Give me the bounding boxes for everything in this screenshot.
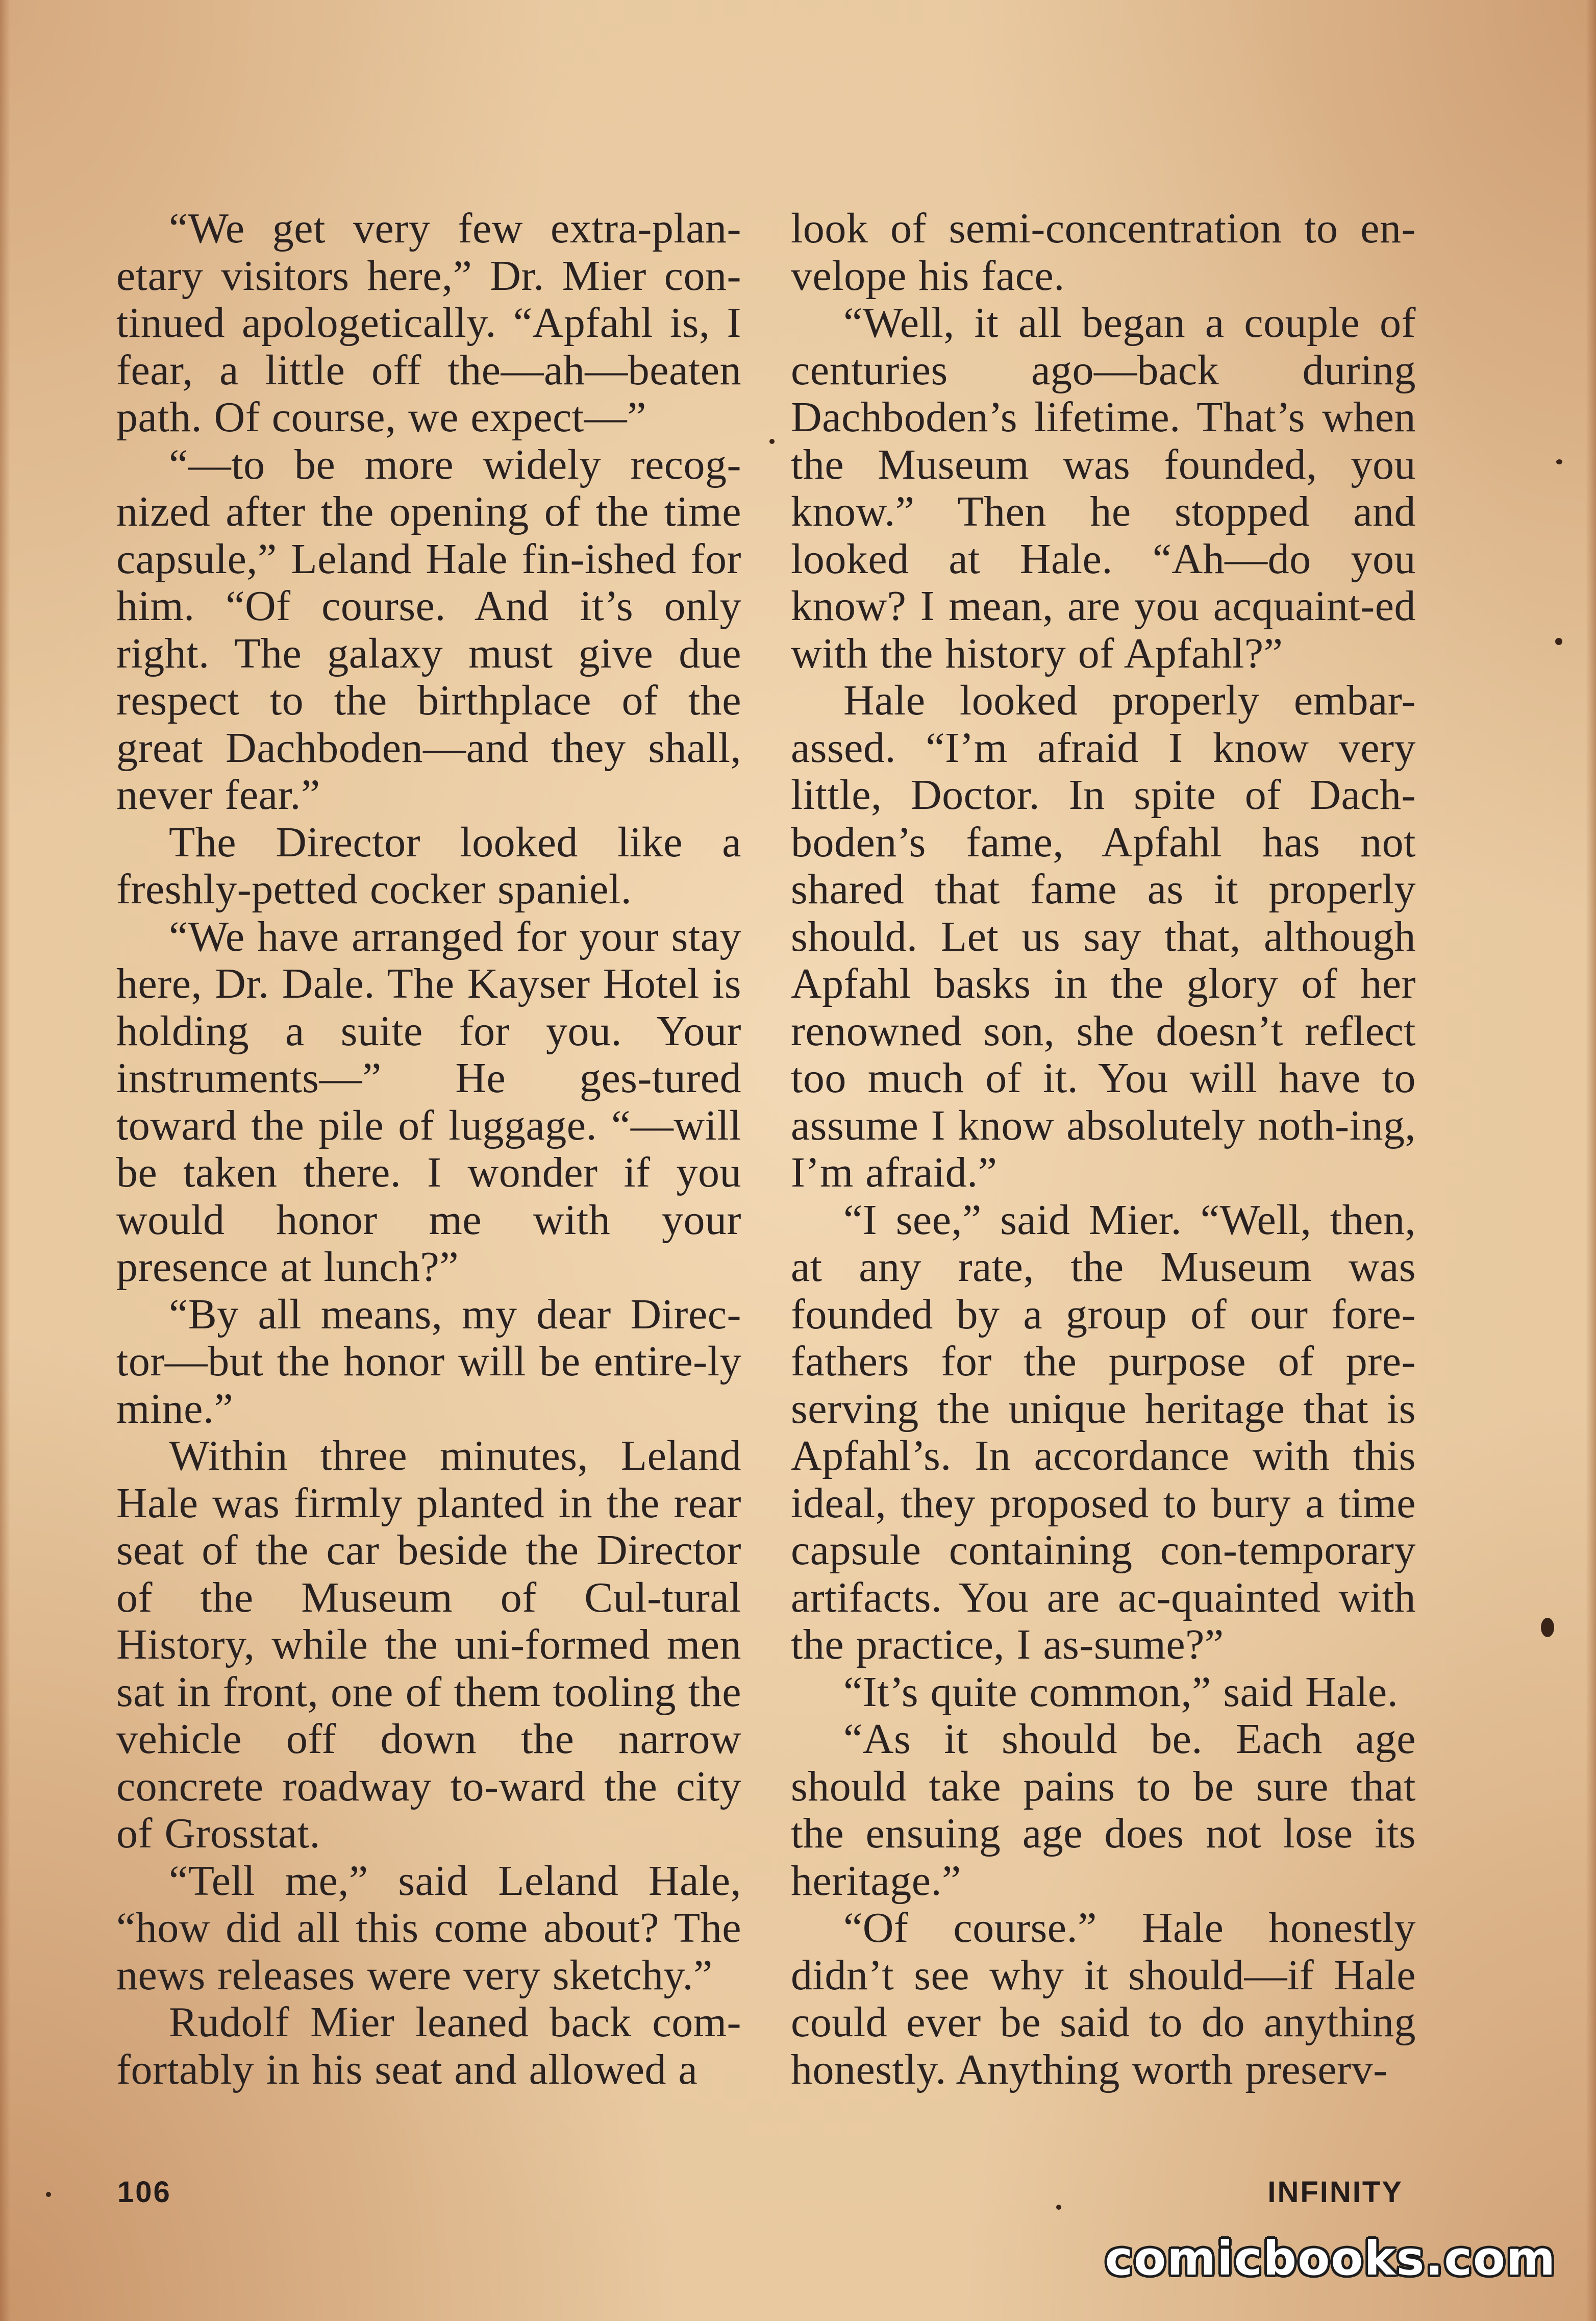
paragraph: “It’s quite common,” said Hale. (843, 1668, 1399, 1716)
watermark: comicbooks.com (1105, 2231, 1556, 2286)
paragraph: The Director looked like a freshly-petted cocker spaniel. (116, 818, 741, 913)
paragraph: “Well, it all began a couple of centuries ago—back during Dachboden’s lifetime. That’s when the Museum was founded, you know.” Then he stopped and looked at Hale. “Ah—do you know? I mean, are you acquaint-ed with the history of Apfahl?” (791, 299, 1416, 677)
paragraph: “Of course.” Hale honestly didn’t see why it should—if Hale could ever be said to do anything honestly. Anything worth preserv- (791, 1904, 1416, 2093)
page-edge-right (1586, 0, 1596, 2321)
page-number: 106 (117, 2176, 171, 2209)
paragraph-continuation: look of semi-concentration to en-velope his face. (791, 205, 1416, 300)
left-text-column (116, 205, 741, 2093)
paragraph: “As it should be. Each age should take pains to be sure that the ensuing age does not lose its heritage.” (791, 1715, 1416, 1905)
paragraph: “Tell me,” said Leland Hale, “how did all this come about? The news releases were very sketchy.” (116, 1857, 741, 1999)
paper-speck (1556, 459, 1562, 464)
paragraph: “We get very few extra-plan-etary visitors here,” Dr. Mier con-tinued apologetically. “Apfahl is, I fear, a little off the—ah—beaten path. Of course, we expect—” (116, 205, 741, 441)
paper-speck (1541, 1618, 1554, 1637)
paragraph: “—to be more widely recog-nized after the opening of the time capsule,” Leland Hale fin-ished for him. “Of course. And it’s only right. The galaxy must give due respect to the birthplace of the great Dachboden—and they shall, never fear.” (116, 440, 741, 819)
paragraph: Rudolf Mier leaned back com-fortably in his seat and allowed a (116, 1998, 741, 2093)
paper-speck (46, 2192, 51, 2197)
paragraph: “I see,” said Mier. “Well, then, at any rate, the Museum was founded by a group of our fore-fathers for the purpose of pre-serving the unique heritage that is Apfahl’s. In accordance with this ideal, they proposed to bury a time capsule containing con-temporary artifacts. You are ac-quainted with the practice, I as-sume?” (791, 1196, 1416, 1668)
paragraph: Within three minutes, Leland Hale was firmly planted in the rear seat of the car beside the Director of the Museum of Cul-tural History, while the uni-formed men sat in front, one of them tooling the vehicle off down the narrow concrete roadway to-ward the city of Grosstat. (116, 1432, 741, 1857)
paper-speck (769, 439, 775, 444)
paper-speck (1555, 638, 1562, 645)
paper-speck (1056, 2205, 1061, 2210)
paragraph: Hale looked properly embar-assed. “I’m afraid I know very little, Doctor. In spite of Dach-boden’s fame, Apfahl has not shared that fame as it properly should. Let us say that, although Apfahl basks in the glory of her renowned son, she doesn’t reflect too much of it. You will have to assume I know absolutely noth-ing, I’m afraid.” (791, 677, 1416, 1196)
paragraph: “By all means, my dear Direc-tor—but the honor will be entire-ly mine.” (116, 1290, 741, 1433)
page-edge-left (0, 0, 10, 2321)
magazine-title: INFINITY (1267, 2176, 1403, 2209)
paragraph: “We have arranged for your stay here, Dr. Dale. The Kayser Hotel is holding a suite for you. Your instruments—” He ges-tured toward the pile of luggage. “—will be taken there. I wonder if you would honor me with your presence at lunch?” (116, 912, 741, 1291)
right-text-column (791, 205, 1416, 2093)
